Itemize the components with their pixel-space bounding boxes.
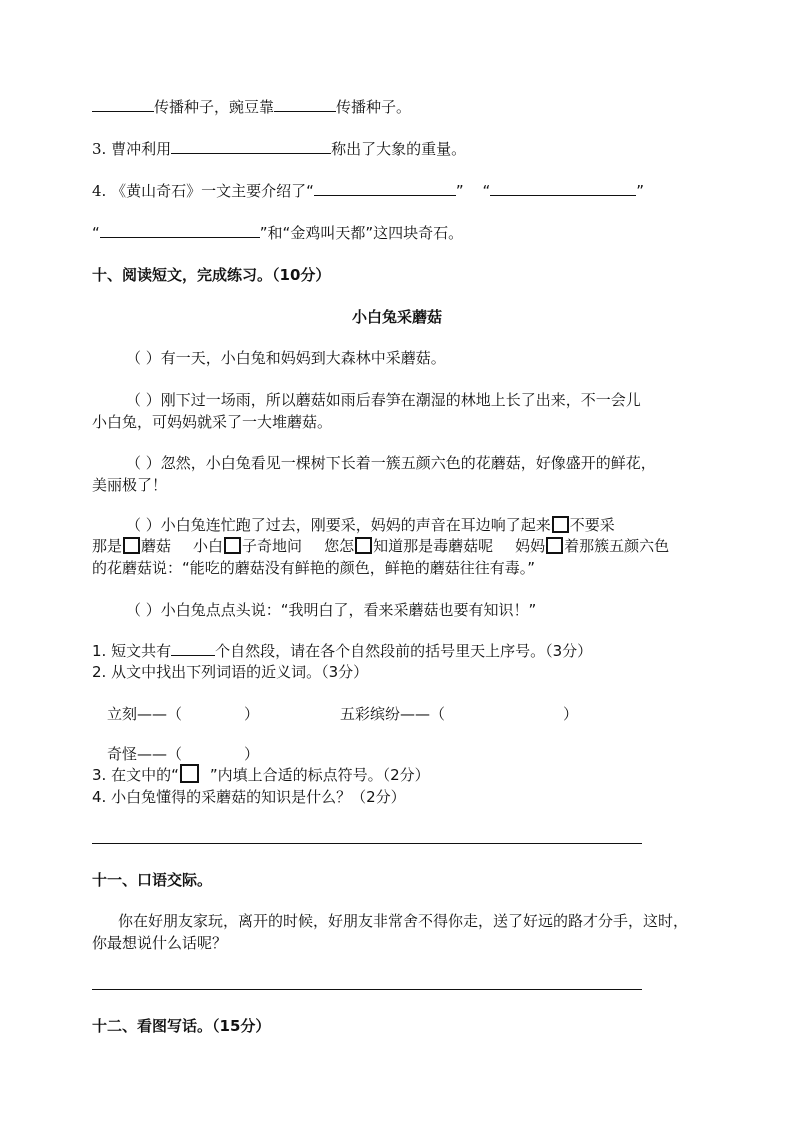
paragraph-4-line3: 的花蘑菇说：“能吃的蘑菇没有鲜艳的颜色，鲜艳的蘑菇往往有毒。” [92,559,536,577]
paragraph-4-line1 [126,514,615,535]
answer-blank[interactable] [171,641,215,656]
order-paren[interactable]: （ ） [126,454,161,472]
item3-text-b: 称出了大象的重量。 [331,140,467,158]
paren-close: ） [244,705,260,723]
question-text: 3. 在文中的“ [92,766,179,784]
paragraph-4-line2 [92,535,669,556]
question-text: ”内填上合适的标点符号。（2分） [209,766,430,784]
q9-line1 [92,96,411,117]
question-2: 2. 从文中找出下列词语的近义词。（3分） [92,663,369,681]
answer-blank[interactable] [314,181,456,196]
question-text: 个自然段，请在各个自然段前的括号里天上序号。（3分） [215,642,593,660]
paragraph-text: 着那簇五颜六色 [564,537,670,555]
answer-line[interactable] [92,989,642,990]
paragraph-3-line2: 美丽极了！ [92,476,168,494]
paragraph-text: 那是 [92,537,123,555]
paragraph-2-line1 [126,389,641,410]
q9-item3 [92,138,466,159]
answer-blank[interactable] [171,139,331,154]
synonym-2 [340,703,578,724]
word-label: 五彩缤纷——（ [340,705,446,723]
section-heading-10: 十、阅读短文，完成练习。（10分） [92,266,331,284]
paragraph-5 [126,599,536,620]
item-number: 4. [92,182,107,200]
question-4: 4. 小白兔懂得的采蘑菇的知识是什么？（2分） [92,788,406,806]
punctuation-box[interactable] [552,516,569,533]
paragraph-text: 小白 [193,537,224,555]
paragraph-text: 有一天，小白兔和妈妈到大森林中采蘑菇。 [160,349,446,367]
paragraph-1 [126,347,446,368]
order-paren[interactable]: （ ） [126,349,161,367]
item3-text-a: 曹冲利用 [111,140,172,158]
punctuation-box[interactable] [355,537,372,554]
oral-prompt-line2: 你最想说什么话呢？ [92,934,228,952]
paragraph-text: 不要采 [569,516,615,534]
paragraph-text: 您怎 [324,537,355,555]
order-paren[interactable]: （ ） [126,391,161,409]
paragraph-text: 知道那是毒蘑菇呢 [373,537,494,555]
paragraph-text: 小白兔连忙跑了过去，刚要采，妈妈的声音在耳边响了起来 [160,516,551,534]
word-label: 立刻——（ [107,705,183,723]
order-paren[interactable]: （ ） [126,516,161,534]
paren-close: ） [563,705,579,723]
word-label: 奇怪——（ [107,745,183,763]
answer-blank[interactable] [274,97,336,112]
paragraph-text: 蘑菇 [141,537,172,555]
q9-line1-a: 传播种子，豌豆靠 [154,98,275,116]
paragraph-text: 忽然，小白兔看见一棵树下长着一簇五颜六色的花蘑菇，好像盛开的鲜花， [160,454,656,472]
passage-title: 小白兔采蘑菇 [351,308,442,326]
answer-blank[interactable] [92,97,154,112]
synonym-3 [107,743,259,764]
order-paren[interactable]: （ ） [126,601,161,619]
quote-mark: “ [482,182,491,200]
paragraph-text: 子奇地问 [242,537,303,555]
punctuation-box[interactable] [224,537,241,554]
paragraph-text: 刚下过一场雨，所以蘑菇如雨后春笋在潮湿的林地上长了出来，不一会儿 [160,391,641,409]
question-1 [92,640,592,661]
item4-text-a: 《黄山奇石》一文主要介绍了“ [111,182,314,200]
q9-line1-b: 传播种子。 [336,98,412,116]
oral-prompt-line1: 你在好朋友家玩，离开的时候，好朋友非常舍不得你走，送了好远的路才分手，这时， [118,912,689,930]
quote-mark: ” [636,182,644,200]
question-text: 1. 短文共有 [92,642,172,660]
item-number: 3. [92,140,107,158]
answer-blank[interactable] [490,181,636,196]
quote-mark: “ [92,224,100,242]
paragraph-text: 小白兔点点头说：“我明白了，看来采蘑菇也要有知识！” [160,601,537,619]
answer-blank[interactable] [100,223,260,238]
item4-text-rest: ”和“金鸡叫天都”这四块奇石。 [259,224,464,242]
punctuation-box[interactable] [123,537,140,554]
answer-line[interactable] [92,843,642,844]
question-3 [92,764,430,785]
section-heading-11: 十一、口语交际。 [92,871,213,889]
punctuation-box [180,764,199,783]
synonym-1 [107,703,259,724]
q9-item4 [92,180,644,201]
section-heading-12: 十二、看图写话。（15分） [92,1017,271,1035]
paragraph-3-line1 [126,452,656,473]
paragraph-text: 妈妈 [515,537,546,555]
punctuation-box[interactable] [546,537,563,554]
paragraph-2-line2: 小白兔，可妈妈就采了一大堆蘑菇。 [92,413,333,431]
quote-mark: ” [455,182,464,200]
paren-close: ） [244,745,260,763]
q9-item4-line2 [92,222,463,243]
